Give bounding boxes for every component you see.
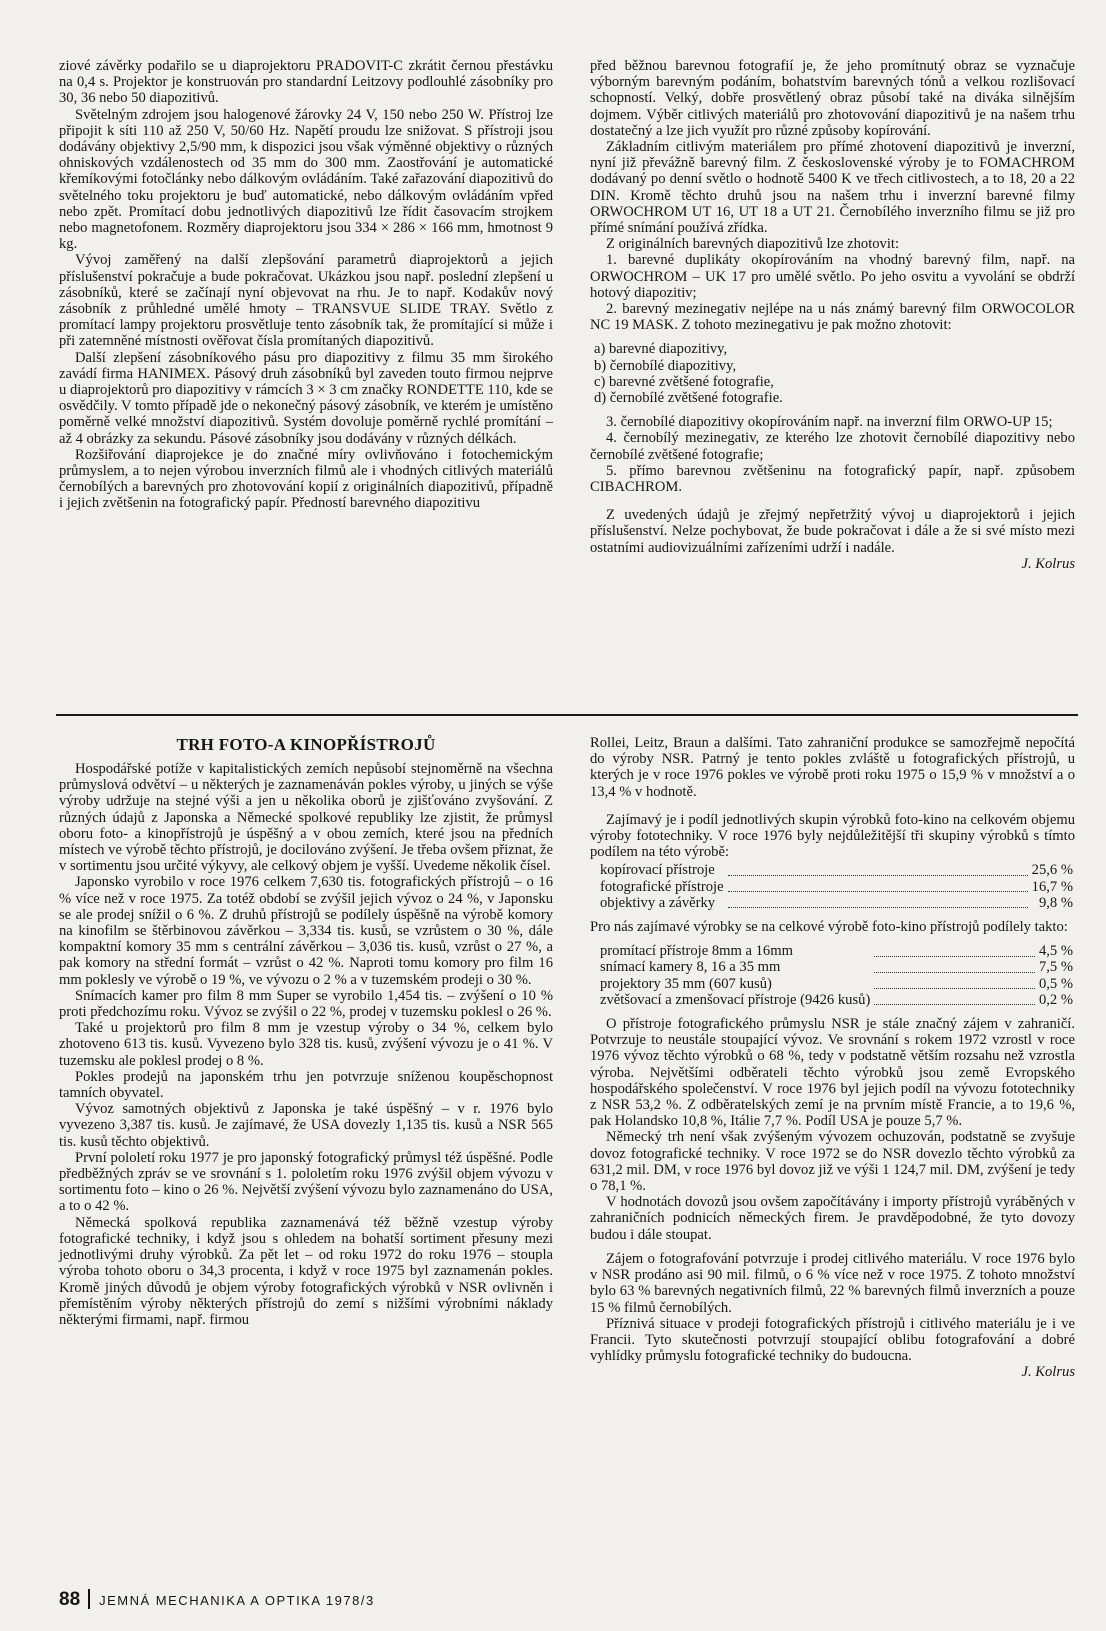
table-cell-value: 0,2 % [1038,991,1073,1008]
table-cell-name: fotografické přístroje [600,878,724,895]
table-row [590,959,1075,975]
share-table [590,862,1075,911]
table-cell-name: zvětšovací a zmenšovací přístroje (9426 kusů) [600,991,871,1008]
journal-name: JEMNÁ MECHANIKA A OPTIKA 1978/3 [99,1593,375,1608]
table-row [590,895,1075,911]
table-cell-name: projektory 35 mm (607 kusů) [600,975,772,992]
top-right-column [590,58,1075,572]
table-cell-name: promítací přístroje 8mm a 16mm [600,943,793,960]
paragraph: Také u projektorů pro film 8 mm je vzestup výroby o 34 %, celkem bylo zhotoveno 613 tis. kusů. Vyvezeno bylo 328 tis. kusů, zvýšení vývozu je o 41 %. V tuzemsku ale poklesl prodej o 8 %. [59,1020,553,1069]
list-item: 4. černobílý mezinegativ, ze kterého lze zhotovit černobílé diapozitivy nebo černobílé zvětšené fotografie; [590,430,1075,463]
table-cell-name: kopírovací přístroje [600,862,715,879]
footer-separator [88,1589,90,1609]
paragraph: Příznivá situace v prodeji fotografických přístrojů i citlivého materiálu je i ve Francii. Tyto skutečnosti potvrzují stoupající oblibu fotografování a dobré vyhlídky průmyslu fotografické techniky do budoucna. [590,1315,1075,1365]
table-cell-value: 25,6 % [1031,862,1073,879]
table-row [590,862,1075,878]
paragraph: Zájem o fotografování potvrzuje i prodej citlivého materiálu. V roce 1976 bylo v NSR prodáno asi 90 mil. filmů, o 6 % více než v roce 1975. Z tohoto množství bylo 63 % barevných negativních filmů, 22 % barevných filmů inverzních a pouze 15 % filmů černobílých. [590,1250,1075,1316]
paragraph: Japonsko vyrobilo v roce 1976 celkem 7,630 tis. fotografických přístrojů – o 16 % více než v roce 1975. Za totéž období se zvýšil jejich vývoz o 24 %, v Japonsku se ale prodej snížil o 6 %. Z druhů přístrojů se podílely úspěšně na výrobě komory na kinofilm se štěrbinovou závěrkou – 3,334 tis. kusů, se vzrůstem o 30 %, dále kompaktní komory 35 mm s centrální závěrkou – 3,036 tis. kusů, vzrůst o 27 %, a pak komory na střední formát – vzrůst o 42 %. Naproti tomu komory pro film 16 mm poklesly ve výrobě o 19 %, ve vývozu o 2 % a v tuzemském prodeji o 30 %. [59,874,553,988]
paragraph: V hodnotách dovozů jsou ovšem započítávány i importy přístrojů vyráběných v zahraničních podnicích německých firem. Je pravděpodobné, že tyto dovozy budou i dále stoupat. [590,1194,1075,1243]
top-left-column [59,58,553,512]
paragraph: Rollei, Leitz, Braun a dalšími. Tato zahraniční produkce se samozřejmě nepočítá do výroby NSR. Patrný je tento pokles zvláště u fotografických přístrojů, u kterých je v roce 1976 pokles ve výrobě proti roku 1975 o 15,9 % v množství a o 13,4 % v hodnotě. [590,735,1075,800]
paragraph: Hospodářské potíže v kapitalistických zemích nepůsobí stejnoměrně na všechna průmyslová odvětví – u některých je zaznamenáván pokles výroby, u jiných se výše výroby udržuje na stejné výši a jen u několika oborů je zjišťováno zvyšování. Z různých údajů z Japonska a Německé spolkové republiky lze zjistit, že průmysl oboru foto- a kinopřístrojů je úspěšný a v obou zemích, které jsou na předních místech ve výrobě těchto přístrojů, je docilováno zvýšení. Je třeba ovšem přiznat, že v sortimentu jsou určité výkyvy, ale celkový objem je vyšší. Uvedeme několik čísel. [59,761,553,875]
article-right-column [590,735,1075,1381]
sub-list-item: c) barevné zvětšené fotografie, [594,373,774,390]
paragraph: Z originálních barevných diapozitivů lze zhotovit: [606,236,900,253]
table-cell-value: 16,7 % [1031,878,1073,895]
table-cell-value: 4,5 % [1038,943,1073,960]
paragraph: Vývoj zaměřený na další zlepšování parametrů diaprojektorů a jejich příslušenství pokračuje a bude pokračovat. Ukázkou jsou např. poslední zlepšení u zásobníků, které se začínají nyní objevovat na rhu. Je to např. Kodakův nový zásobník z průhledné umělé hmoty – TRANSVUE SLIDE TRAY. Světlo z promítací lampy projektoru prosvětluje tento zásobník tak, že promítající si může i při zatemněné místnosti ověřovat čísla promítaných diapozitivů. [59,252,553,350]
paragraph: Vývoz samotných objektivů z Japonska je také úspěšný – v r. 1976 bylo vyvezeno 3,387 tis. kusů. Je zajímavé, že USA dovezly 1,135 tis. kusů a NSR 565 tis. kusů těchto objektivů. [59,1101,553,1150]
paragraph: Pokles prodejů na japonském trhu jen potvrzuje sníženou koupěschopnost tamních obyvatel. [59,1068,553,1102]
paragraph: Základním citlivým materiálem pro přímé zhotovení diapozitivů je inverzní, nyní již převážně barevný film. Z československé výroby je to FOMACHROM dodávaný po denní světlo o hodnotě 5400 K ve třech citlivostech, a to 18, 20 a 22 DIN. Kromě těchto druhů jsou na našem trhu i inverzní barevné filmy ORWOCHROM UT 16, UT 18 a UT 21. Černobílého inverzního filmu se již pro přímé snímání používá zřídka. [590,139,1075,237]
paragraph: Německá spolková republika zaznamenává též běžně vzestup výroby fotografické techniky, i když jsou s ohledem na bohatší sortiment přesuny mezi jednotlivými druhy výrobků. Za pět let – od roku 1972 do roku 1976 – stoupla výroba tohoto oboru o 34,3 procenta, i když v roce 1975 byl zaznamenán pokles. Kromě jiných důvodů je objem výroby fotografických výrobků v NSR ovlivněn i přemístěním výroby některých přístrojů do zemí s nižšími výrobními náklady některými firmami, např. firmou [59,1214,553,1328]
paragraph: První pololetí roku 1977 je pro japonský fotografický průmysl též úspěšné. Podle předběžných zpráv se ve srovnání s 1. pololetím roku 1976 zvýšil objem vývozu v sortimentu foto – kino o 26 %. Největší zvýšení vývozu bylo zaznamenáno do USA, a to o 42 %. [59,1149,553,1215]
page-number: 88 [59,1589,81,1610]
paragraph: Německý trh není však zvýšeným vývozem ochuzován, podstatně se zvyšuje dovoz fotografické techniky. V roce 1972 se do NSR dovezlo těchto výrobků za 631,2 mil. DM, v roce 1976 byl dovoz již ve výši 1 124,7 mil. DM, zvýšení je tedy o 78,1 %. [590,1129,1075,1195]
list-item: 1. barevné duplikáty okopírováním na vhodný barevný film, např. na ORWOCHROM – UK 17 pro umělé světlo. Po jeho osvitu a vyvolání se obdrží hotový diapozitiv; [590,252,1075,301]
table-cell-name: snímací kamery 8, 16 a 35 mm [600,959,781,976]
sub-list-item: d) černobílé zvětšené fotografie. [594,390,783,407]
table-cell-value: 7,5 % [1038,959,1073,976]
list-item: 2. barevný mezinegativ nejlépe na u nás známý barevný film ORWOCOLOR NC 19 MASK. Z tohoto mezinegativu je pak možno zhotovit: [590,301,1075,334]
list-item: 3. černobílé diapozitivy okopírováním např. na inverzní film ORWO-UP 15; [606,414,1053,431]
table-row [590,992,1075,1008]
sub-list-item: a) barevné diapozitivy, [594,341,728,358]
paragraph: před běžnou barevnou fotografií je, že jeho promítnutý obraz se vyznačuje výborným barevným podáním, bohatstvím barevných tónů a velkou rozlišovací schopností. Velký, dobře prosvětlený obraz působí také na diváka silnějším dojmem. Výběr citlivých materiálů pro zhotovování diapozitivů je na našem trhu dostatečný a lze jich využít pro různé způsoby kopírování. [590,58,1075,139]
list-item: 5. přímo barevnou zvětšeninu na fotografický papír, např. způsobem CIBACHROM. [590,462,1075,496]
table-cell-value: 0,5 % [1038,975,1073,992]
paragraph: O přístroje fotografického průmyslu NSR je stále značný zájem v zahraničí. Potvrzuje to neustále stoupající vývoz. Ve srovnání s rokem 1972 vzrostl v roce 1976 vývoz těchto výrobků o 68 %, tedy v podstatně větším rozsahu než vzrostla výroba. Největšími odběrateli těchto výrobků jsou země Evropského hospodářského společenství. V roce 1976 byl jejich podíl na vývozu fototechniky z NSR 53,2 %. Z odběratelských zemí je na prvním místě Francie, a to 19,6 %, pak Holandsko 10,8 %, Itálie 7,7 %. Podíl USA je pouze 5,7 %. [590,1016,1075,1130]
article-left-column [59,735,553,1328]
paragraph: Světelným zdrojem jsou halogenové žárovky 24 V, 150 nebo 250 W. Přístroj lze připojit k síti 110 až 250 V, 50/60 Hz. Napětí proudu lze snižovat. S přístroji jsou dodávány objektivy 2,5/90 mm, k dispozici jsou však výměnné objektivy o různých ohniskových vzdálenostech od 35 mm do 300 mm. Zaostřování je automatické křemíkovými fotočlánky nebo dálkovým ovládáním. Také zařazování diapozitivů do světelného toku projektoru je buď automatické, nebo dálkovým ovládáním vpřed nebo zpět. Promítací dobu jednotlivých diapozitivů lze řídit časovacím strojkem nebo magnetofonem. Rozměry diaprojektoru jsou 334 × 286 × 166 mm, hmotnost 9 kg. [59,106,553,253]
article-title: TRH FOTO-A KINOPŘÍSTROJŮ [176,735,436,754]
section-divider [56,714,1078,716]
table-row [590,943,1075,959]
paragraph: Rozšiřování diaprojekce je do značné míry ovlivňováno i fotochemickým průmyslem, a to nejen výrobou inverzních filmů ale i vhodných citlivých materiálů černobílých a barevných pro zhotovování kopií z originálních diapozitivů, případně i jejich zvětšenin na fotografický papír. Předností barevného diapozitivu [59,446,553,512]
paragraph: Zajímavý je i podíl jednotlivých skupin výrobků foto-kino na celkovém objemu výroby fototechniky. V roce 1976 byly nejdůležitější tři skupiny výrobků s tímto podílem na této výrobě: [590,811,1075,861]
paragraph: Snímacích kamer pro film 8 mm Super se vyrobilo 1,454 tis. – zvýšení o 10 % proti předchozímu roku. Vývoz se zvýšil o 22 %, prodej v tuzemsku poklesl o 26 %. [59,987,553,1021]
table-cell-name: objektivy a závěrky [600,894,716,911]
table-row [590,976,1075,992]
table-cell-value: 9,8 % [1038,894,1073,911]
paragraph: Pro nás zajímavé výrobky se na celkové výrobě foto-kino přístrojů podílely takto: [590,919,1068,936]
share-table-2 [590,943,1075,1008]
sub-list-item: b) černobílé diapozitivy, [594,357,737,374]
author-signature: J. Kolrus [1021,555,1075,572]
page-footer [59,1589,375,1611]
table-row [590,879,1075,895]
author-signature: J. Kolrus [1021,1364,1075,1381]
paragraph: Další zlepšení zásobníkového pásu pro diapozitivy z filmu 35 mm širokého zavádí firma HANIMEX. Pásový druh zásobníků byl zaveden touto firmou nejprve u diaprojektorů pro diapozitivy v rámcích 3 × 3 cm značky RONDETTE 110, kde se osvědčily. V tomto případě jde o nekonečný pásový zásobník, ve kterém je umístěno poměrně velké množství diapozitivů. Systém dovoluje poměrně rychlé promítání – až 4 obrázky za sekundu. Pásové zásobníky jsou dodávány v různých délkách. [59,349,553,447]
conclusion-paragraph: Z uvedených údajů je zřejmý nepřetržitý vývoj u diaprojektorů i jejich příslušenství. Nelze pochybovat, že bude pokračovat i dále a že si své místo mezi ostatními audiovizuálními zařízeními udrží i nadále. [590,507,1075,556]
paragraph: ziové závěrky podařilo se u diaprojektoru PRADOVIT-C zkrátit černou přestávku na 0,4 s. Projektor je konstruován pro standardní Leitzovy podlouhlé zásobníky pro 30, 36 nebo 50 diapozitivů. [59,58,553,107]
